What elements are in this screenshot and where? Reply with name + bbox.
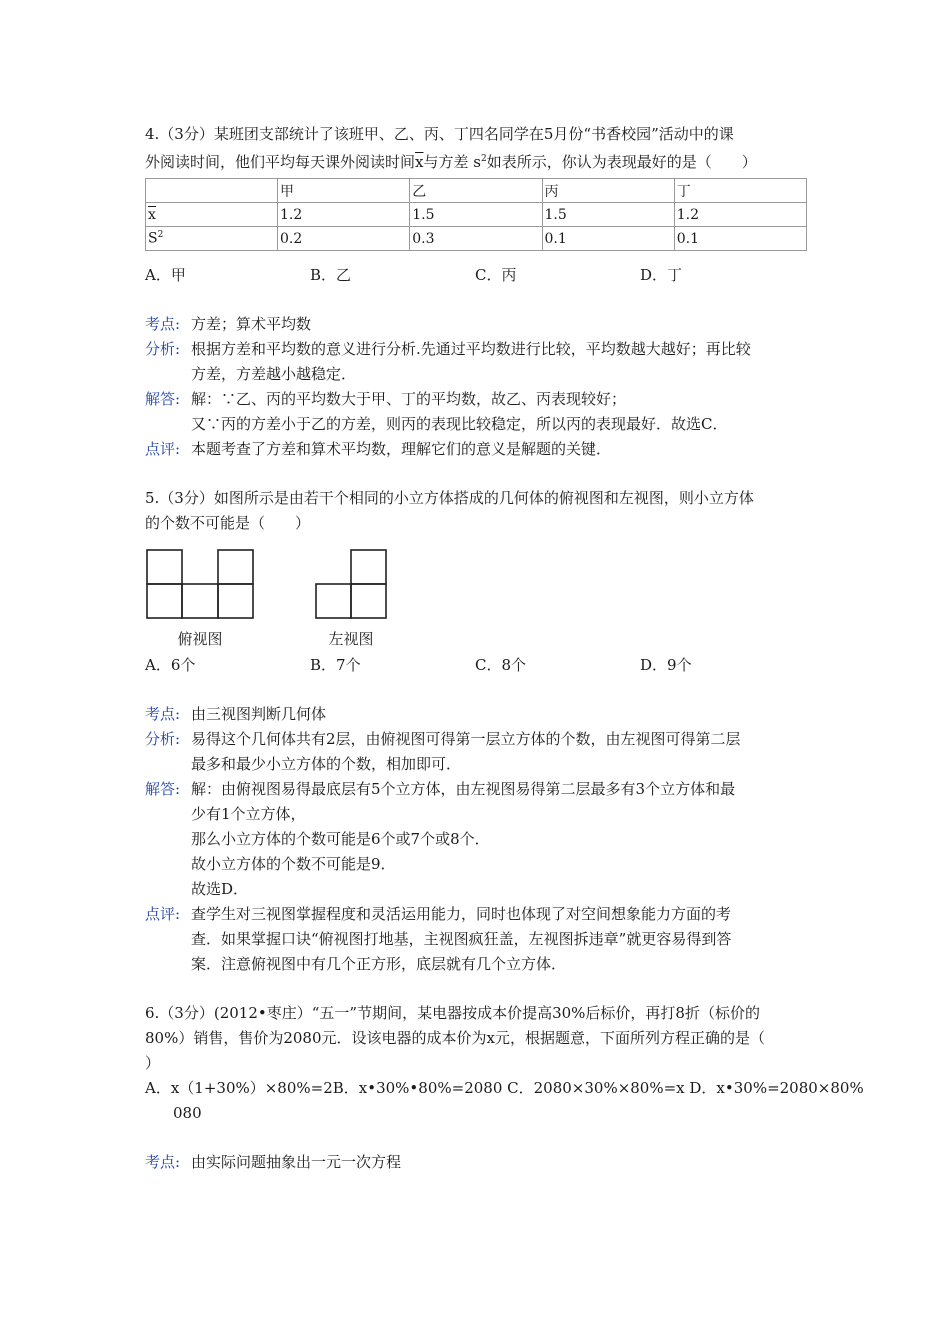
fenxi-line: 易得这个几何体共有2层，由俯视图可得第一层立方体的个数，由左视图可得第二层 bbox=[191, 730, 741, 748]
q6-choices-continued: 080 bbox=[173, 1104, 202, 1122]
q4-stem-text-a: 外阅读时间，他们平均每天课外阅读时间 bbox=[145, 153, 416, 171]
choice-c: C．8个 bbox=[475, 656, 527, 674]
q5-kaodian bbox=[145, 702, 807, 727]
q5-stem-line-1: 5.（3分）如图所示是由若干个相同的小立方体搭成的几何体的俯视图和左视图，则小立方体 bbox=[145, 489, 754, 507]
q4-stem-line-1: 4.（3分）某班团支部统计了该班甲、乙、丙、丁四名同学在5月份“书香校园”活动中的课 bbox=[145, 125, 734, 143]
table-cell: 0.1 bbox=[542, 227, 674, 251]
q5-jieda bbox=[145, 777, 807, 902]
table-cell: 1.2 bbox=[278, 203, 410, 227]
q4-fenxi bbox=[145, 337, 807, 387]
s-symbol: S bbox=[148, 230, 158, 247]
q6-choices: A．x（1+30%）×80%=2B．x•30%•80%=2080 C．2080×30%×80%=x D．x•30%=2080×80% bbox=[145, 1079, 864, 1097]
question-6 bbox=[145, 1001, 864, 1175]
kaodian-text: 由实际问题抽象出一元一次方程 bbox=[191, 1153, 402, 1171]
dianping-label: 点评: bbox=[145, 905, 181, 923]
q6-kaodian bbox=[145, 1150, 807, 1175]
fenxi-line: 方差，方差越小越稳定． bbox=[191, 365, 357, 383]
kaodian-label: 考点: bbox=[145, 1153, 181, 1171]
table-header-cell: 丙 bbox=[542, 179, 674, 203]
table-header-cell bbox=[146, 179, 278, 203]
table-cell: 0.3 bbox=[410, 227, 542, 251]
q6-stem-line-3: ） bbox=[145, 1054, 161, 1072]
document-page bbox=[145, 122, 864, 1175]
top-view-label: 俯视图 bbox=[177, 630, 223, 648]
table-row-label bbox=[146, 227, 278, 251]
left-view-figure bbox=[313, 548, 389, 649]
left-view-drawing bbox=[313, 548, 389, 620]
choice-a: A．6个 bbox=[145, 656, 196, 674]
q5-figures bbox=[145, 548, 807, 649]
table-row-label bbox=[146, 203, 278, 227]
q4-data-table bbox=[145, 178, 807, 251]
kaodian-text: 方差；算术平均数 bbox=[191, 315, 312, 333]
table-header-cell: 甲 bbox=[278, 179, 410, 203]
q6-stem-line-1: 6.（3分）(2012•枣庄）“五一”节期间，某电器按成本价提高30%后标价，再打8折（标价的 bbox=[145, 1004, 760, 1022]
q5-choices bbox=[145, 653, 807, 678]
dianping-line: 查学生对三视图掌握程度和灵活运用能力，同时也体现了对空间想象能力方面的考 bbox=[191, 905, 732, 923]
choice-a: A．甲 bbox=[145, 266, 186, 284]
q4-dianping bbox=[145, 437, 807, 462]
jieda-line: 故选D． bbox=[191, 880, 249, 898]
table-cell: 0.2 bbox=[278, 227, 410, 251]
table-header-cell: 乙 bbox=[410, 179, 542, 203]
choice-d: D．9个 bbox=[640, 656, 692, 674]
superscript-2: 2 bbox=[157, 230, 164, 241]
left-view-label: 左视图 bbox=[328, 630, 374, 648]
fenxi-line: 根据方差和平均数的意义进行分析.先通过平均数进行比较，平均数越大越好；再比较 bbox=[191, 340, 751, 358]
fenxi-label: 分析: bbox=[145, 340, 181, 358]
table-cell: 1.5 bbox=[542, 203, 674, 227]
fenxi-line: 最多和最少小立方体的个数，相加即可． bbox=[191, 755, 462, 773]
fenxi-label: 分析: bbox=[145, 730, 181, 748]
q5-fenxi bbox=[145, 727, 807, 777]
question-5 bbox=[145, 486, 807, 977]
q4-jieda bbox=[145, 387, 807, 437]
jieda-line: 那么小立方体的个数可能是6个或7个或8个． bbox=[191, 830, 490, 848]
q4-choices bbox=[145, 263, 807, 288]
jieda-line: 解：由俯视图易得最底层有5个立方体，由左视图易得第二层最多有3个立方体和最 bbox=[191, 780, 736, 798]
superscript-2: 2 bbox=[480, 154, 487, 164]
choice-d: D．丁 bbox=[640, 266, 683, 284]
table-cell: 1.2 bbox=[674, 203, 806, 227]
question-4 bbox=[145, 122, 807, 462]
dianping-text: 本题考查了方差和算术平均数，理解它们的意义是解题的关键． bbox=[191, 440, 612, 458]
jieda-label: 解答: bbox=[145, 390, 181, 408]
q5-stem-line-2: 的个数不可能是（ ） bbox=[145, 514, 311, 532]
q4-stem-text-c: 如表所示，你认为表现最好的是（ ） bbox=[486, 153, 757, 171]
dianping-line: 案．注意俯视图中有几个正方形，底层就有几个立方体． bbox=[191, 955, 567, 973]
table-cell: 0.1 bbox=[674, 227, 806, 251]
q6-stem-line-2: 80%）销售，售价为2080元．设该电器的成本价为x元，根据题意，下面所列方程正确的是（ bbox=[145, 1029, 765, 1047]
x-bar-symbol: $\overline{x}$ bbox=[148, 206, 156, 223]
table-cell: 1.5 bbox=[410, 203, 542, 227]
kaodian-label: 考点: bbox=[145, 705, 181, 723]
top-view-figure bbox=[145, 548, 255, 649]
table-row bbox=[146, 203, 807, 227]
dianping-label: 点评: bbox=[145, 440, 181, 458]
kaodian-label: 考点: bbox=[145, 315, 181, 333]
top-view-drawing bbox=[145, 548, 255, 620]
jieda-line: 又∵丙的方差小于乙的方差，则丙的表现比较稳定，所以丙的表现最好．故选C． bbox=[191, 415, 728, 433]
jieda-line: 少有1个立方体， bbox=[191, 805, 306, 823]
kaodian-text: 由三视图判断几何体 bbox=[191, 705, 327, 723]
q5-dianping bbox=[145, 902, 807, 977]
q4-kaodian bbox=[145, 312, 807, 337]
table-header-cell: 丁 bbox=[674, 179, 806, 203]
choice-b: B．7个 bbox=[310, 656, 361, 674]
jieda-line: 解：∵乙、丙的平均数大于甲、丁的平均数，故乙、丙表现较好； bbox=[191, 390, 627, 408]
q4-stem-text-b: 与方差 s bbox=[423, 153, 481, 171]
jieda-label: 解答: bbox=[145, 780, 181, 798]
table-header-row bbox=[146, 179, 807, 203]
jieda-line: 故小立方体的个数不可能是9． bbox=[191, 855, 396, 873]
choice-b: B．乙 bbox=[310, 266, 352, 284]
table-row bbox=[146, 227, 807, 251]
x-bar-symbol: $\overline{x}$ bbox=[415, 153, 424, 171]
dianping-line: 查．如果掌握口诀“俯视图打地基，主视图疯狂盖，左视图拆违章”就更容易得到答 bbox=[191, 930, 732, 948]
q4-stem-line-2 bbox=[145, 147, 807, 175]
choice-c: C．丙 bbox=[475, 266, 517, 284]
